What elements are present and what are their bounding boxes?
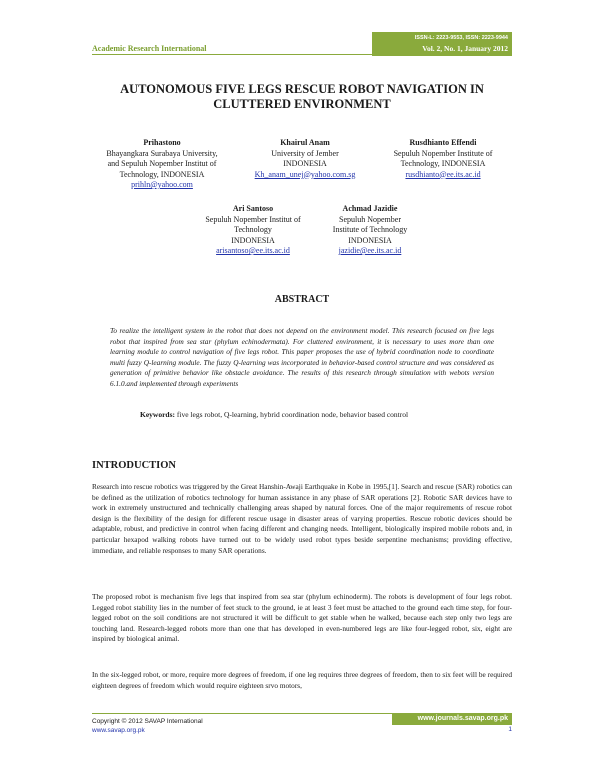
author-affiliation: INDONESIA	[348, 235, 392, 245]
author-affiliation: Institute of Technology	[332, 225, 408, 234]
author-block	[186, 204, 320, 257]
author-email-link[interactable]: Kh_anam_unej@yahoo.com.sg	[254, 169, 356, 179]
header-issn-box	[372, 32, 512, 56]
footer-left	[92, 717, 203, 735]
footer-journals-box	[392, 714, 512, 725]
author-name: Prihastono	[143, 138, 181, 147]
author-affiliation: University of Jember	[271, 148, 339, 158]
author-name: Rusdhianto Effendi	[409, 138, 477, 147]
abstract-heading: ABSTRACT	[274, 294, 330, 305]
author-affiliation: Bhayangkara Surabaya University,	[106, 148, 218, 158]
intro-paragraph: Research into rescue robotics was triggered by the Great Hanshin-Awaji Earthquake in Kobe in 1995,[1]. Search and rescue (SAR) robotics can be defined as the utilization of robotics technology for human assistance in any phase of SAR operations [2]. Robotic SAR devices have to work in extremely unstructured and technically challenging areas shaped by natural forces. One of the major requirements of rescue robot design is the flexibility of the design for different rescue usage in disaster areas of varying properties. Rescue robotic devices should be adaptable, robust, and predictive in control when facing different and changing needs. Intelligent, biologically inspired mobile robots and, in particular hexapod walking robots have turned out to be widely used robot types beside serpentine mechanisms; providing effective, immediate, and reliable responses to many SAR operations.	[92, 482, 512, 555]
author-affiliation: Technology, INDONESIA	[119, 169, 205, 179]
abstract-text: To realize the intelligent system in the robot that does not depend on the environment model. This research focused on five legs robot that inspired from sea star (phylum echinodermata). For cluttered environment, it is necessary to uses more than one learning module to control navigation of five legs robot. This paper proposes the use of hybrid coordination node to coordinate multi fuzzy Q-learning module. The fuzzy Q-learning was incorporated in behavior-based control structure and was considered as generation of primitive behavior like obstacle avoidance. The results of this research through simulation with webots version 6.1.0.and implemented through experiments	[110, 326, 494, 388]
savap-site-link[interactable]: www.savap.org.pk	[92, 727, 145, 734]
page-number: 1	[508, 726, 512, 733]
author-affiliation: INDONESIA	[231, 235, 275, 245]
copyright-text: Copyright © 2012 SAVAP International	[92, 718, 203, 725]
author-block	[374, 138, 512, 180]
author-affiliation: and Sepuluh Nopember Institut of	[107, 159, 217, 168]
author-affiliation: Sepuluh Nopember Institute of	[393, 148, 493, 158]
author-name: Khairul Anam	[280, 138, 330, 147]
journals-site-link[interactable]: www.journals.savap.org.pk	[417, 715, 508, 722]
author-block	[310, 204, 430, 257]
keywords-line	[140, 410, 408, 419]
author-block	[240, 138, 370, 180]
intro-paragraph: The proposed robot is mechanism five legs that inspired from sea star (phylum echinoderm). The robots is development of four legs robot. Legged robot stability lies in the number of feet stuck to the ground, ie at least 3 feet must be attached to the ground each time step, for four-legged robot on the soil conditions are not structured it will be difficult to get stable when he walked, because each step only two legs are touching land. Research-legged robots more than one that has developed in even-numbered legs are like four-legged robot, six, eight are inspired by biological animal.	[92, 592, 512, 644]
journal-name: Academic Research International	[92, 44, 207, 53]
author-block	[92, 138, 232, 191]
author-affiliation: Technology	[234, 225, 272, 234]
author-email-link[interactable]: jazidie@ee.its.ac.id	[338, 246, 402, 255]
author-affiliation: Technology, INDONESIA	[400, 159, 486, 168]
author-email-link[interactable]: prihln@yahoo.com	[131, 180, 193, 189]
issn-text: ISSN-L: 2223-9553, ISSN: 2223-9944	[414, 35, 508, 41]
author-affiliation: Sepuluh Nopember	[339, 214, 401, 224]
paper-title: AUTONOMOUS FIVE LEGS RESCUE ROBOT NAVIGATION IN CLUTTERED ENVIRONMENT	[120, 82, 484, 111]
author-email-link[interactable]: rusdhianto@ee.its.ac.id	[405, 169, 481, 179]
author-name: Achmad Jazidie	[342, 204, 398, 213]
keywords-text: five legs robot, Q-learning, hybrid coordination node, behavior based control	[176, 410, 409, 419]
keywords-label: Keywords:	[140, 410, 175, 419]
volume-text: Vol. 2, No. 1, January 2012	[422, 44, 508, 53]
author-affiliation: INDONESIA	[283, 159, 327, 168]
author-email-link[interactable]: arisantoso@ee.its.ac.id	[216, 246, 290, 255]
introduction-heading: INTRODUCTION	[92, 460, 177, 471]
intro-paragraph: In the six-legged robot, or more, require more degrees of freedom, if one leg requires three degrees of freedom, then to six feet will be required eighteen degrees of freedom which would require eighteen srvo motors,	[92, 670, 512, 690]
author-affiliation: Sepuluh Nopember Institut of	[205, 214, 301, 224]
author-name: Ari Santoso	[232, 204, 274, 213]
header-divider	[92, 54, 512, 55]
